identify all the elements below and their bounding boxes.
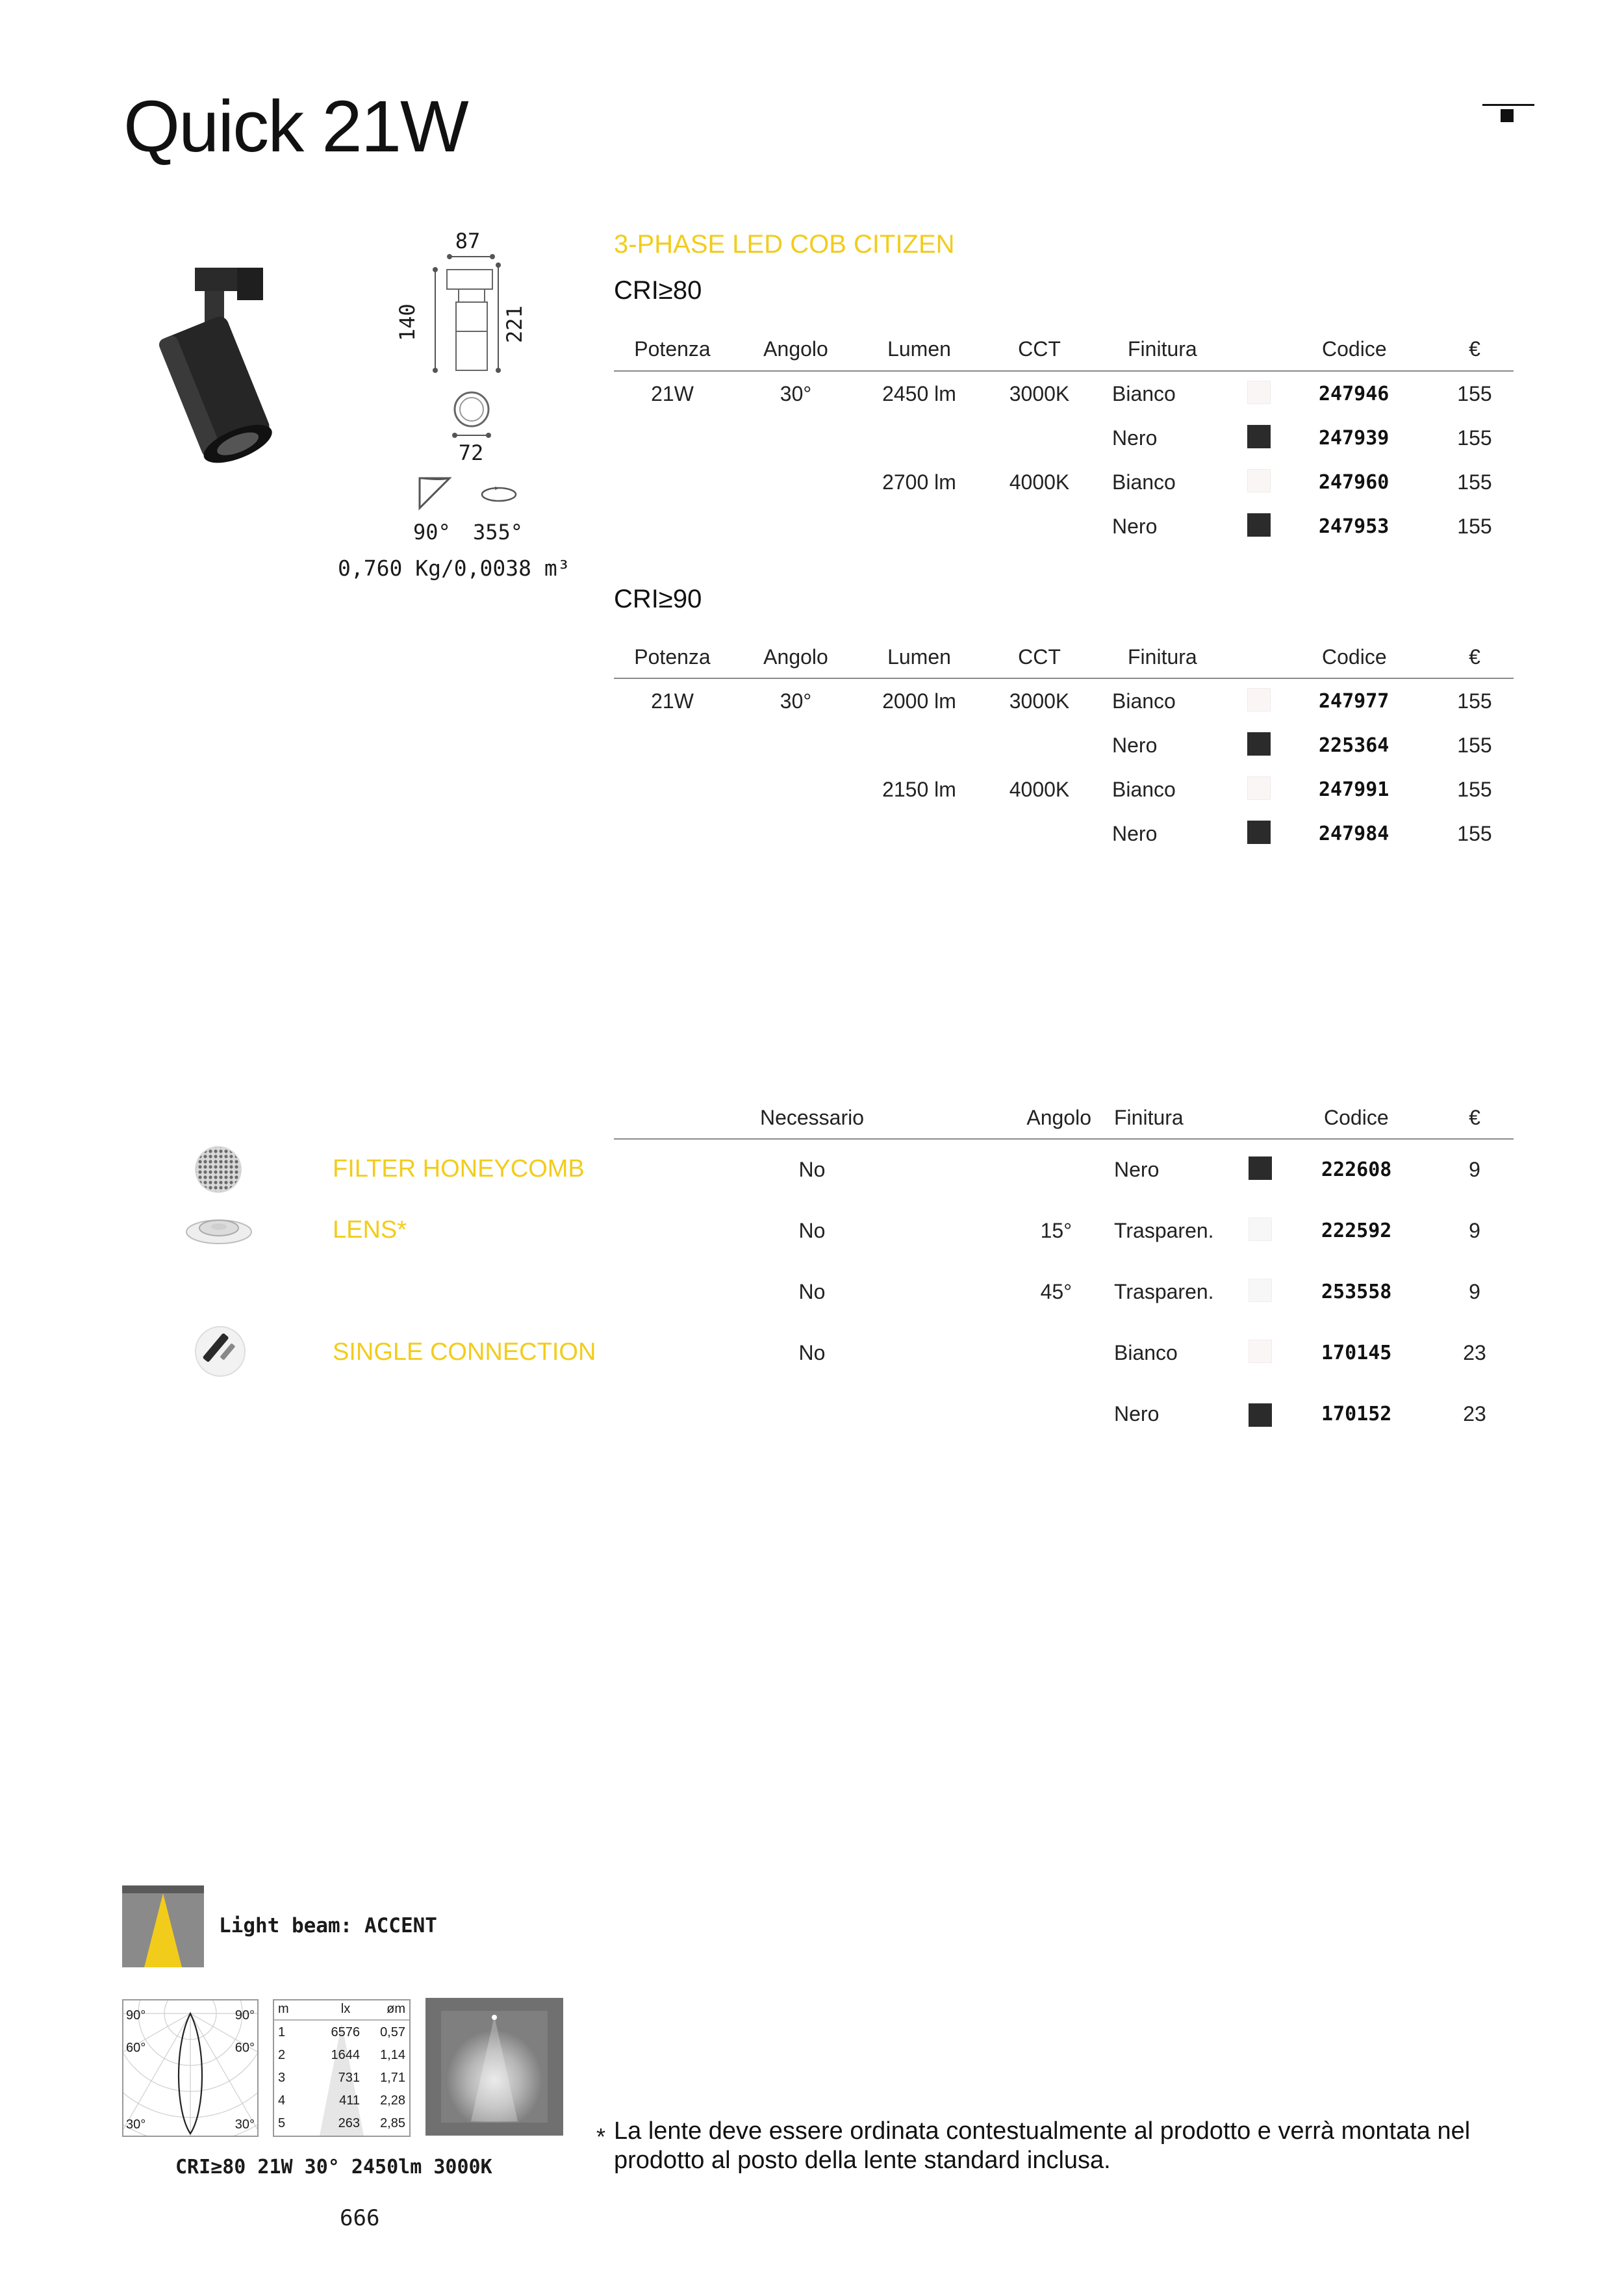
col-finitura: Finitura xyxy=(1128,645,1197,669)
col-potenza: Potenza xyxy=(634,645,711,669)
weight-volume: 0,760 Kg/0,0038 m³ xyxy=(338,556,570,581)
finish-swatch xyxy=(1247,425,1271,448)
cell-m: 4 xyxy=(278,2093,286,2108)
finish-swatch xyxy=(1247,381,1271,404)
finish-swatch xyxy=(1249,1279,1272,1302)
dim-height: 140 xyxy=(395,303,420,341)
col-prezzo: € xyxy=(1469,645,1480,669)
cell-codice: 247939 xyxy=(1319,427,1389,450)
accessory-name: SINGLE CONNECTION xyxy=(333,1338,596,1366)
finish-swatch xyxy=(1247,732,1271,756)
cell-diameter: 2,85 xyxy=(380,2116,405,2130)
finish-swatch xyxy=(1249,1156,1272,1180)
cell-codice: 170152 xyxy=(1321,1403,1392,1425)
col-necessario: Necessario xyxy=(759,1106,865,1129)
table-header-m: m xyxy=(278,2002,289,2016)
cell-angolo: 30° xyxy=(780,689,812,713)
col-cct: CCT xyxy=(1018,337,1061,361)
polar-label: 60° xyxy=(235,2041,255,2055)
cell-prezzo: 155 xyxy=(1457,689,1492,713)
cell-m: 5 xyxy=(278,2116,286,2130)
light-beam-label: Light beam: ACCENT xyxy=(219,1914,437,1937)
cell-codice: 225364 xyxy=(1319,734,1389,757)
polar-label: 60° xyxy=(126,2041,146,2055)
finish-swatch xyxy=(1247,776,1271,800)
cell-lx: 1644 xyxy=(331,2048,360,2062)
col-prezzo: € xyxy=(1469,337,1480,361)
cri90-label: CRI≥90 xyxy=(614,585,702,613)
cell-prezzo: 155 xyxy=(1457,470,1492,494)
tilt-value: 90° xyxy=(413,520,451,544)
polar-label: 90° xyxy=(235,2008,255,2023)
cell-finitura: Nero xyxy=(1112,734,1158,757)
cell-cct: 3000K xyxy=(1009,382,1070,405)
illuminance-table xyxy=(273,1999,411,2137)
finish-swatch xyxy=(1249,1340,1272,1363)
col-angolo: Angolo xyxy=(763,645,828,669)
cell-finitura: Nero xyxy=(1114,1158,1160,1181)
cell-diameter: 2,28 xyxy=(380,2093,405,2108)
cell-finitura: Trasparen. xyxy=(1114,1280,1214,1303)
cell-lumen: 2700 lm xyxy=(882,470,956,494)
tilt-icon xyxy=(416,474,455,513)
accessories-header-rule xyxy=(614,1138,1514,1140)
table-header-lx: lx xyxy=(340,2002,351,2016)
page-number: 666 xyxy=(340,2205,380,2231)
finish-swatch xyxy=(1249,1218,1272,1241)
photometry-caption: CRI≥80 21W 30° 2450lm 3000K xyxy=(175,2156,492,2178)
cell-codice: 253558 xyxy=(1321,1281,1392,1303)
cell-necessario: No xyxy=(798,1280,826,1303)
series-title: 3-PHASE LED COB CITIZEN xyxy=(614,230,955,259)
cell-codice: 247953 xyxy=(1319,515,1389,538)
cell-finitura: Nero xyxy=(1114,1402,1160,1425)
polar-diagram xyxy=(122,1999,259,2137)
cell-m: 2 xyxy=(278,2048,286,2062)
cell-lx: 6576 xyxy=(331,2025,360,2039)
cell-prezzo: 155 xyxy=(1457,426,1492,450)
polar-label: 90° xyxy=(126,2008,146,2023)
lens-icon xyxy=(183,1206,255,1251)
polar-label: 30° xyxy=(235,2117,255,2132)
finish-swatch xyxy=(1247,469,1271,492)
col-angolo: Angolo xyxy=(763,337,828,361)
cell-diameter: 0,57 xyxy=(380,2025,405,2039)
accessory-name: LENS* xyxy=(333,1216,407,1244)
cell-m: 3 xyxy=(278,2071,286,2085)
col-cct: CCT xyxy=(1018,645,1061,669)
cell-prezzo: 155 xyxy=(1457,778,1492,801)
cell-potenza: 21W xyxy=(651,689,694,713)
cell-codice: 170145 xyxy=(1321,1342,1392,1364)
col-finitura: Finitura xyxy=(1128,337,1197,361)
page-title: Quick 21W xyxy=(123,86,468,167)
cell-cct: 3000K xyxy=(1009,689,1070,713)
cell-necessario: No xyxy=(798,1158,826,1181)
cell-lx: 731 xyxy=(338,2071,360,2085)
cell-necessario: No xyxy=(798,1341,826,1364)
cell-angolo: 45° xyxy=(1040,1280,1072,1303)
finish-swatch xyxy=(1247,688,1271,711)
honeycomb-filter-icon xyxy=(192,1143,244,1195)
cell-prezzo: 23 xyxy=(1463,1402,1486,1425)
col-lumen: Lumen xyxy=(887,337,951,361)
cell-codice: 247984 xyxy=(1319,823,1389,845)
cell-prezzo: 155 xyxy=(1457,734,1492,757)
cell-finitura: Bianco xyxy=(1114,1341,1178,1364)
col-codice: Codice xyxy=(1322,337,1387,361)
cell-finitura: Bianco xyxy=(1112,382,1176,405)
cell-diameter: 1,71 xyxy=(380,2071,405,2085)
cri80-header-rule xyxy=(614,370,1514,372)
col-angolo: Angolo xyxy=(1026,1106,1091,1129)
cell-diameter: 1,14 xyxy=(380,2048,405,2062)
footnote-star: * xyxy=(596,2123,606,2150)
cell-codice: 247991 xyxy=(1319,778,1389,801)
footnote-text: La lente deve essere ordinata contestualmente al prodotto e verrà montata nel prodotto al posto della lente standard inclusa. xyxy=(614,2117,1471,2174)
cell-finitura: Bianco xyxy=(1112,470,1176,494)
cell-prezzo: 23 xyxy=(1463,1341,1486,1364)
finish-swatch xyxy=(1247,513,1271,537)
cell-prezzo: 9 xyxy=(1469,1158,1480,1181)
cell-codice: 222608 xyxy=(1321,1158,1392,1181)
col-codice: Codice xyxy=(1322,645,1387,669)
cell-angolo: 15° xyxy=(1040,1219,1072,1242)
single-connection-icon xyxy=(191,1322,249,1381)
cell-cct: 4000K xyxy=(1009,470,1070,494)
col-potenza: Potenza xyxy=(634,337,711,361)
col-lumen: Lumen xyxy=(887,645,951,669)
cell-prezzo: 9 xyxy=(1469,1280,1480,1303)
cell-potenza: 21W xyxy=(651,382,694,405)
cell-finitura: Nero xyxy=(1112,426,1158,450)
col-finitura: Finitura xyxy=(1114,1106,1184,1129)
polar-label: 30° xyxy=(126,2117,146,2132)
finish-swatch xyxy=(1249,1403,1272,1427)
cell-finitura: Trasparen. xyxy=(1114,1219,1214,1242)
cell-lumen: 2450 lm xyxy=(882,382,956,405)
cell-m: 1 xyxy=(278,2025,286,2039)
cri90-header-rule xyxy=(614,678,1514,679)
cell-finitura: Nero xyxy=(1112,822,1158,845)
dim-diameter: 72 xyxy=(458,441,484,465)
finish-swatch xyxy=(1247,821,1271,844)
cell-lumen: 2150 lm xyxy=(882,778,956,801)
cri80-label: CRI≥80 xyxy=(614,276,702,305)
cell-codice: 247946 xyxy=(1319,383,1389,405)
col-codice: Codice xyxy=(1324,1106,1389,1129)
rotation-value: 355° xyxy=(473,520,524,544)
dim-width: 87 xyxy=(455,229,481,253)
light-effect-render xyxy=(425,1998,563,2136)
cell-codice: 247977 xyxy=(1319,690,1389,713)
col-prezzo: € xyxy=(1469,1106,1480,1129)
cell-finitura: Bianco xyxy=(1112,778,1176,801)
cell-codice: 222592 xyxy=(1321,1220,1392,1242)
dim-total: 221 xyxy=(502,305,527,343)
light-beam-icon xyxy=(122,1885,204,1967)
track-category-icon xyxy=(1482,104,1534,123)
cell-necessario: No xyxy=(798,1219,826,1242)
rotation-icon xyxy=(479,483,518,505)
cell-lx: 263 xyxy=(338,2116,360,2130)
cell-codice: 247960 xyxy=(1319,471,1389,494)
cell-lumen: 2000 lm xyxy=(882,689,956,713)
cell-cct: 4000K xyxy=(1009,778,1070,801)
cell-prezzo: 155 xyxy=(1457,822,1492,845)
dimension-drawing xyxy=(396,224,526,471)
product-photo xyxy=(140,260,296,474)
cell-lx: 411 xyxy=(339,2093,360,2108)
cell-finitura: Nero xyxy=(1112,515,1158,538)
accessory-name: FILTER HONEYCOMB xyxy=(333,1155,585,1182)
cell-prezzo: 9 xyxy=(1469,1219,1480,1242)
table-header-diameter: øm xyxy=(387,2002,405,2016)
cell-prezzo: 155 xyxy=(1457,515,1492,538)
cell-angolo: 30° xyxy=(780,382,812,405)
cell-finitura: Bianco xyxy=(1112,689,1176,713)
cell-prezzo: 155 xyxy=(1457,382,1492,405)
